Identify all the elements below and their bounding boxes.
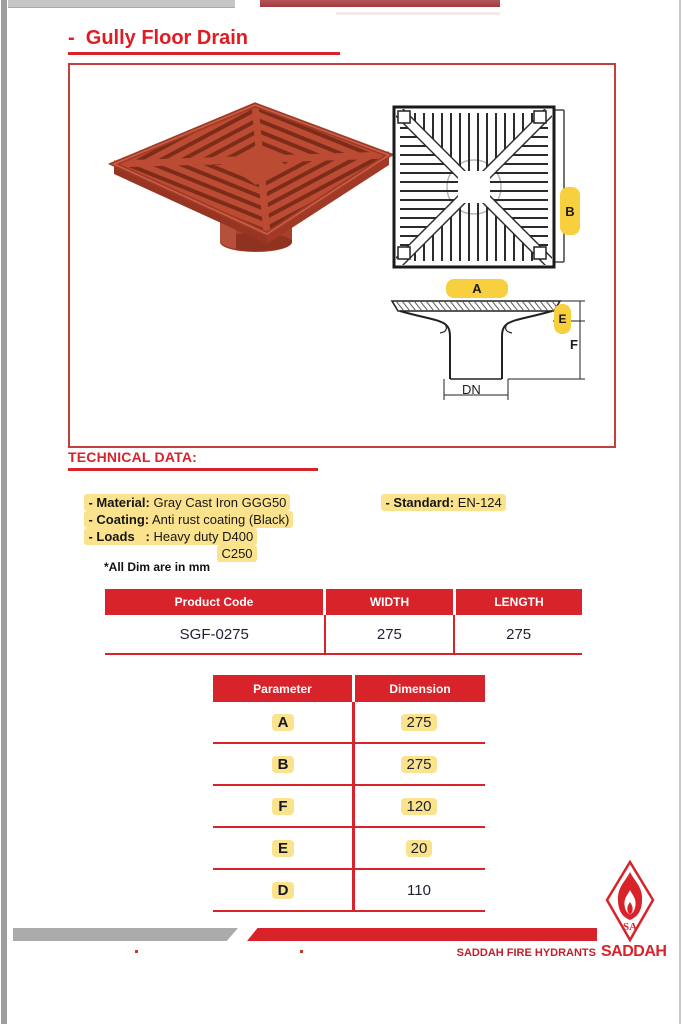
spec-standard-label: - Standard: <box>385 495 455 510</box>
spec-standard <box>367 479 506 526</box>
value-a: 275 <box>401 714 436 731</box>
spec-coating-label: - Coating: <box>88 512 150 527</box>
top-gray-bar <box>8 0 235 8</box>
value-e: 20 <box>406 840 433 857</box>
page-left-edge-bar <box>1 0 7 1024</box>
footer-red-bar <box>247 928 597 941</box>
footer-company-name: SADDAH FIRE HYDRANTS <box>456 947 596 959</box>
table-row <box>213 744 485 786</box>
dimension-label-a: A <box>446 279 508 298</box>
table-row <box>213 786 485 828</box>
title-underline <box>68 52 340 55</box>
param-e: E <box>272 840 294 857</box>
dimension-table-header-parameter: Parameter <box>213 675 352 702</box>
table-row <box>213 702 485 744</box>
spec-standard-value: EN-124 <box>454 495 502 510</box>
dimensions-note: *All Dim are in mm <box>104 560 211 574</box>
product-photo-gully-drain <box>90 90 400 350</box>
dimension-table-header <box>213 675 485 702</box>
footer-gray-bar <box>13 928 238 941</box>
dimension-label-dn: DN <box>462 382 481 397</box>
value-b: 275 <box>401 756 436 773</box>
footer-dot <box>300 950 303 953</box>
table-row <box>213 828 485 870</box>
product-table-header <box>105 589 582 615</box>
dimension-table <box>213 675 485 912</box>
spec-loads-label: - Loads : <box>88 529 150 544</box>
dimension-table-header-dimension: Dimension <box>355 675 485 702</box>
product-table-header-length: LENGTH <box>456 589 582 615</box>
page-title: - Gully Floor Drain <box>68 27 249 49</box>
product-table-header-width: WIDTH <box>326 589 453 615</box>
dimension-table-divider <box>352 702 355 912</box>
footer-brand-name: SADDAH <box>601 943 667 960</box>
top-red-bar <box>260 0 500 7</box>
param-b: B <box>272 756 295 773</box>
saddah-flame-logo-icon <box>599 860 661 944</box>
param-a: A <box>272 714 295 731</box>
spec-loads-value2: C250 <box>221 546 253 561</box>
product-width-cell: 275 <box>326 615 456 653</box>
spec-material-label: - Material: <box>88 495 150 510</box>
technical-data-heading: TECHNICAL DATA: <box>68 449 197 465</box>
value-d: 110 <box>407 881 431 899</box>
product-table <box>105 589 582 655</box>
dimension-label-b: B <box>560 187 580 235</box>
technical-data-underline <box>68 468 318 471</box>
footer-dot <box>135 950 138 953</box>
spec-loads-extra <box>203 530 257 577</box>
product-code-cell: SGF-0275 <box>105 615 326 653</box>
dimension-table-body <box>213 702 485 912</box>
table-row <box>105 615 582 655</box>
spec-material-value: Gray Cast Iron GGG50 <box>149 495 287 510</box>
param-d: D <box>272 882 295 899</box>
param-f: F <box>272 798 293 815</box>
page-right-edge-line <box>679 0 681 1024</box>
dimension-label-f: F <box>570 337 578 352</box>
dimension-label-e: E <box>554 304 571 334</box>
spec-loads-value: Heavy duty D400 <box>149 529 254 544</box>
product-image-box <box>68 63 616 448</box>
top-accent-line <box>336 12 500 15</box>
product-length-cell: 275 <box>506 625 532 643</box>
value-f: 120 <box>401 798 436 815</box>
spec-coating-value: Anti rust coating (Black) <box>149 512 290 527</box>
table-row <box>213 870 485 912</box>
logo-monogram: SA <box>622 921 638 933</box>
product-table-header-code: Product Code <box>105 589 323 615</box>
